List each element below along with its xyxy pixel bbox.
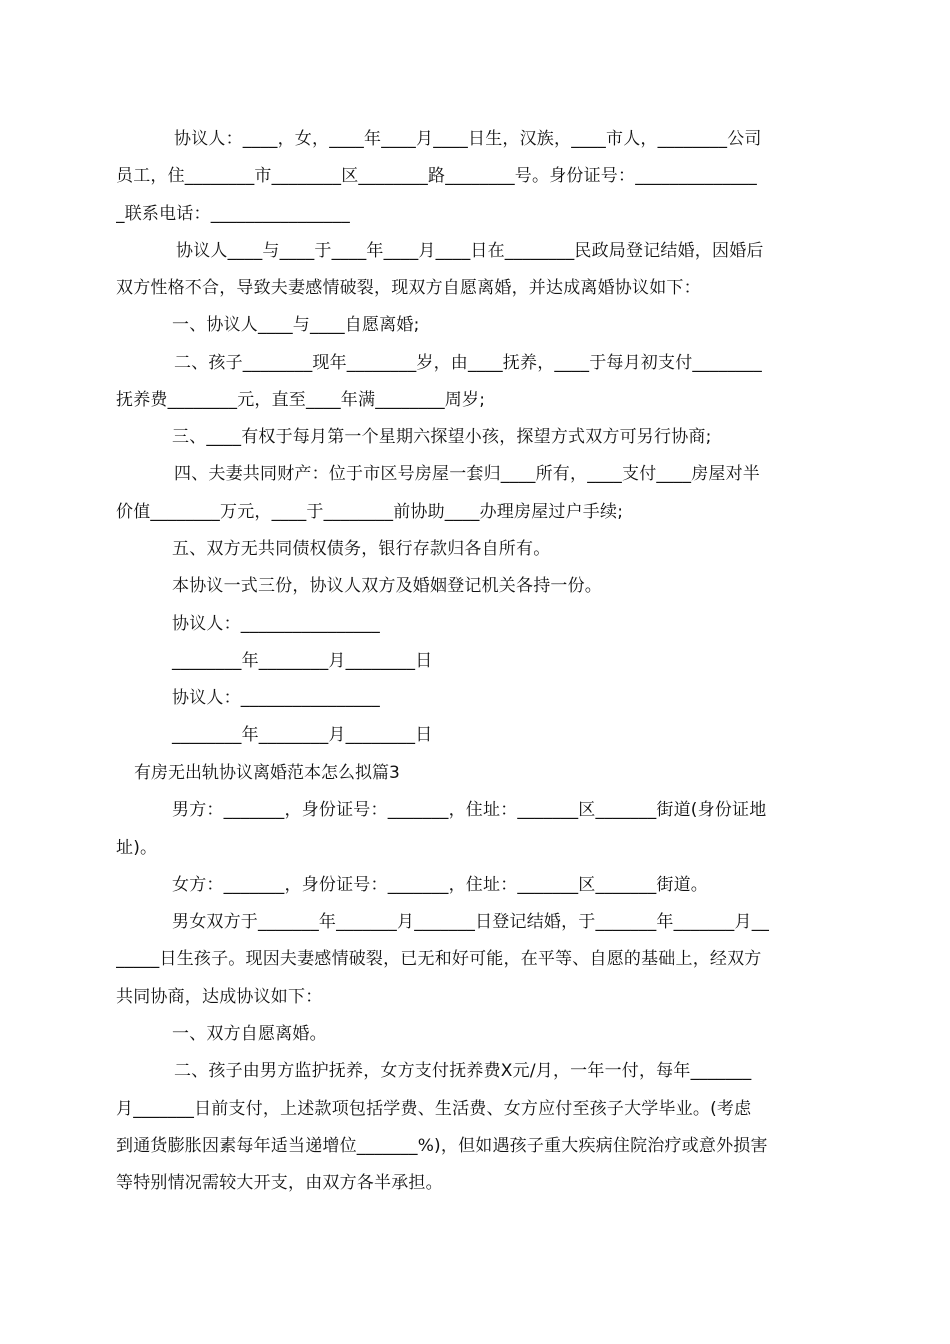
- paragraph-line: 男女双方于_______年_______月_______日登记结婚，于_______年_______月__: [172, 912, 770, 932]
- clause-line: 四、夫妻共同财产：位于市区号房屋一套归____所有，____支付____房屋对半: [174, 464, 760, 484]
- clause-line: 月_______日前支付，上述款项包括学费、生活费、女方应付至孩子大学毕业。(考虑: [116, 1099, 752, 1119]
- paragraph-line: _____日生孩子。现因夫妻感情破裂，已无和好可能，在平等、自愿的基础上，经双方: [116, 949, 762, 969]
- paragraph-line: 协议人____与____于____年____月____日在________民政局登记结婚，因婚后: [176, 241, 764, 261]
- paragraph-line: 本协议一式三份，协议人双方及婚姻登记机关各持一份。: [172, 576, 602, 596]
- clause-line: 二、孩子________现年________岁，由____抚养，____于每月初支付________: [174, 353, 762, 373]
- clause-line: 一、双方自愿离婚。: [172, 1024, 327, 1044]
- clause-line: 二、孩子由男方监护抚养，女方支付抚养费X元/月，一年一付，每年_______: [174, 1061, 752, 1081]
- clause-line: 三、____有权于每月第一个星期六探望小孩，探望方式双方可另行协商;: [172, 427, 712, 447]
- clause-line: 等特别情况需较大开支，由双方各半承担。: [116, 1173, 443, 1193]
- paragraph-line: 女方：_______，身份证号：_______，住址：_______区_______街道。: [172, 875, 708, 895]
- signature-line: 协议人：________________: [172, 614, 380, 634]
- signature-line: 协议人：________________: [172, 688, 380, 708]
- date-line: ________年________月________日: [172, 651, 433, 671]
- paragraph-line: 址)。: [116, 838, 158, 858]
- section-heading: 有房无出轨协议离婚范本怎么拟篇3: [134, 763, 400, 783]
- paragraph-line: 共同协商，达成协议如下：: [116, 987, 323, 1007]
- clause-line: 到通货膨胀因素每年适当递增位_______%)，但如遇孩子重大疾病住院治疗或意外损害: [116, 1136, 768, 1156]
- paragraph-line: 协议人：____，女，____年____月____日生，汉族，____市人，________公司: [174, 129, 762, 149]
- paragraph-line: 双方性格不合，导致夫妻感情破裂，现双方自愿离婚，并达成离婚协议如下：: [116, 278, 701, 298]
- clause-line: 价值________万元，____于________前协助____办理房屋过户手续;: [116, 502, 624, 522]
- clause-line: 一、协议人____与____自愿离婚;: [172, 315, 420, 335]
- paragraph-line: _联系电话：________________: [116, 204, 350, 224]
- clause-line: 抚养费________元，直至____年满________周岁;: [116, 390, 486, 410]
- date-line: ________年________月________日: [172, 725, 433, 745]
- paragraph-line: 员工，住________市________区________路________号。身份证号：______________: [116, 166, 757, 186]
- paragraph-line: 男方：_______，身份证号：_______，住址：_______区_______街道(身份证地: [172, 800, 767, 820]
- clause-line: 五、双方无共同债权债务，银行存款归各自所有。: [172, 539, 551, 559]
